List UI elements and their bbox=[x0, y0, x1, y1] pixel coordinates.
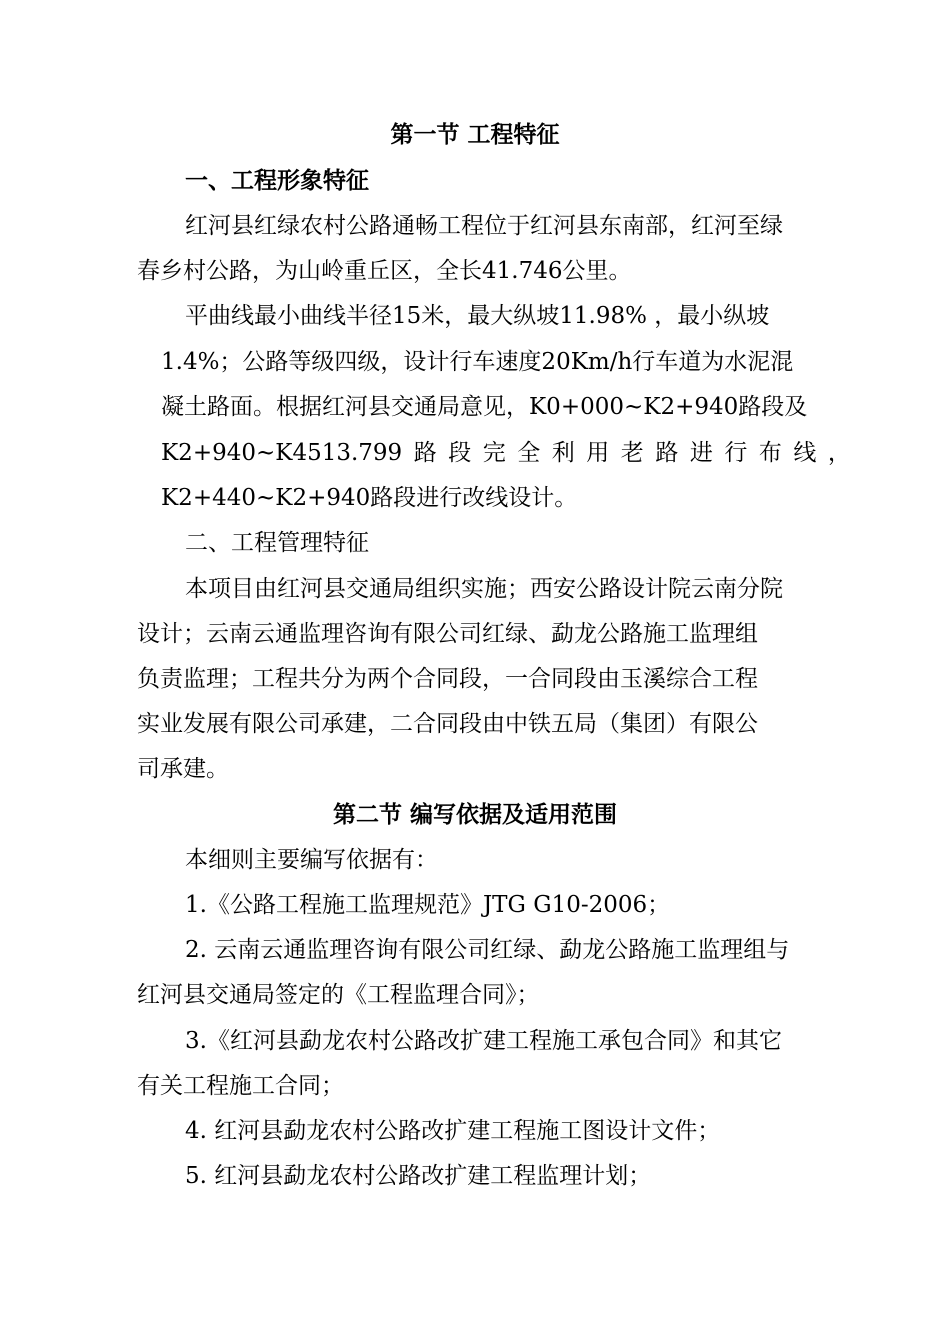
basis-item-2-line2: 红河县交通局签定的《工程监理合同》； bbox=[137, 982, 540, 1008]
word: 利 bbox=[551, 440, 575, 466]
section2-intro: 本细则主要编写依据有： bbox=[185, 847, 438, 873]
para2-line5: K2+440~K2+940路段进行改线设计。 bbox=[161, 485, 578, 511]
para1-line2: 春乡村公路，为山岭重丘区，全长41.746公里。 bbox=[137, 258, 632, 284]
section1-title: 第一节 工程特征 bbox=[390, 122, 560, 148]
sub1-heading: 一、工程形象特征 bbox=[185, 168, 369, 194]
basis-item-1: 1.《公路工程施工监理规范》JTG G10-2006； bbox=[185, 892, 671, 918]
para3-line4: 实业发展有限公司承建，二合同段由中铁五局（集团）有限公 bbox=[137, 711, 758, 737]
para2-line1: 平曲线最小曲线半径15米，最大纵坡11.98% ，最小纵坡 bbox=[185, 303, 770, 329]
word: 线 bbox=[793, 440, 817, 466]
basis-item-5: 5. 红河县勐龙农村公路改扩建工程监理计划； bbox=[185, 1163, 652, 1189]
word: 路 bbox=[413, 440, 437, 466]
para1-line1: 红河县红绿农村公路通畅工程位于红河县东南部，红河至绿 bbox=[185, 213, 783, 239]
section2-title: 第二节 编写依据及适用范围 bbox=[332, 802, 617, 828]
word: 行 bbox=[724, 440, 748, 466]
word: 老 bbox=[620, 440, 644, 466]
para3-line5: 司承建。 bbox=[137, 756, 229, 782]
basis-item-3-line1: 3.《红河县勐龙农村公路改扩建工程施工承包合同》和其它 bbox=[185, 1028, 782, 1054]
word: ， bbox=[827, 440, 851, 466]
word: 段 bbox=[448, 440, 472, 466]
sub2-heading: 二、工程管理特征 bbox=[185, 530, 369, 556]
para2-line4 bbox=[161, 439, 851, 467]
word: 进 bbox=[689, 440, 713, 466]
word: 布 bbox=[758, 440, 782, 466]
word: K2+940~K4513.799 bbox=[161, 440, 403, 466]
para2-line2: 1.4%；公路等级四级，设计行车速度20Km/h行车道为水泥混 bbox=[161, 349, 794, 375]
word: 用 bbox=[586, 440, 610, 466]
para3-line1: 本项目由红河县交通局组织实施；西安公路设计院云南分院 bbox=[185, 576, 783, 602]
basis-item-3-line2: 有关工程施工合同； bbox=[137, 1073, 344, 1099]
para2-line3: 凝土路面。根据红河县交通局意见，K0+000~K2+940路段及 bbox=[161, 394, 808, 420]
para3-line2: 设计；云南云通监理咨询有限公司红绿、勐龙公路施工监理组 bbox=[137, 621, 758, 647]
para3-line3: 负责监理；工程共分为两个合同段，一合同段由玉溪综合工程 bbox=[137, 666, 758, 692]
basis-item-4: 4. 红河县勐龙农村公路改扩建工程施工图设计文件； bbox=[185, 1118, 721, 1144]
word: 路 bbox=[655, 440, 679, 466]
basis-item-2-line1: 2. 云南云通监理咨询有限公司红绿、勐龙公路施工监理组与 bbox=[185, 937, 790, 963]
word: 完 bbox=[482, 440, 506, 466]
word: 全 bbox=[517, 440, 541, 466]
